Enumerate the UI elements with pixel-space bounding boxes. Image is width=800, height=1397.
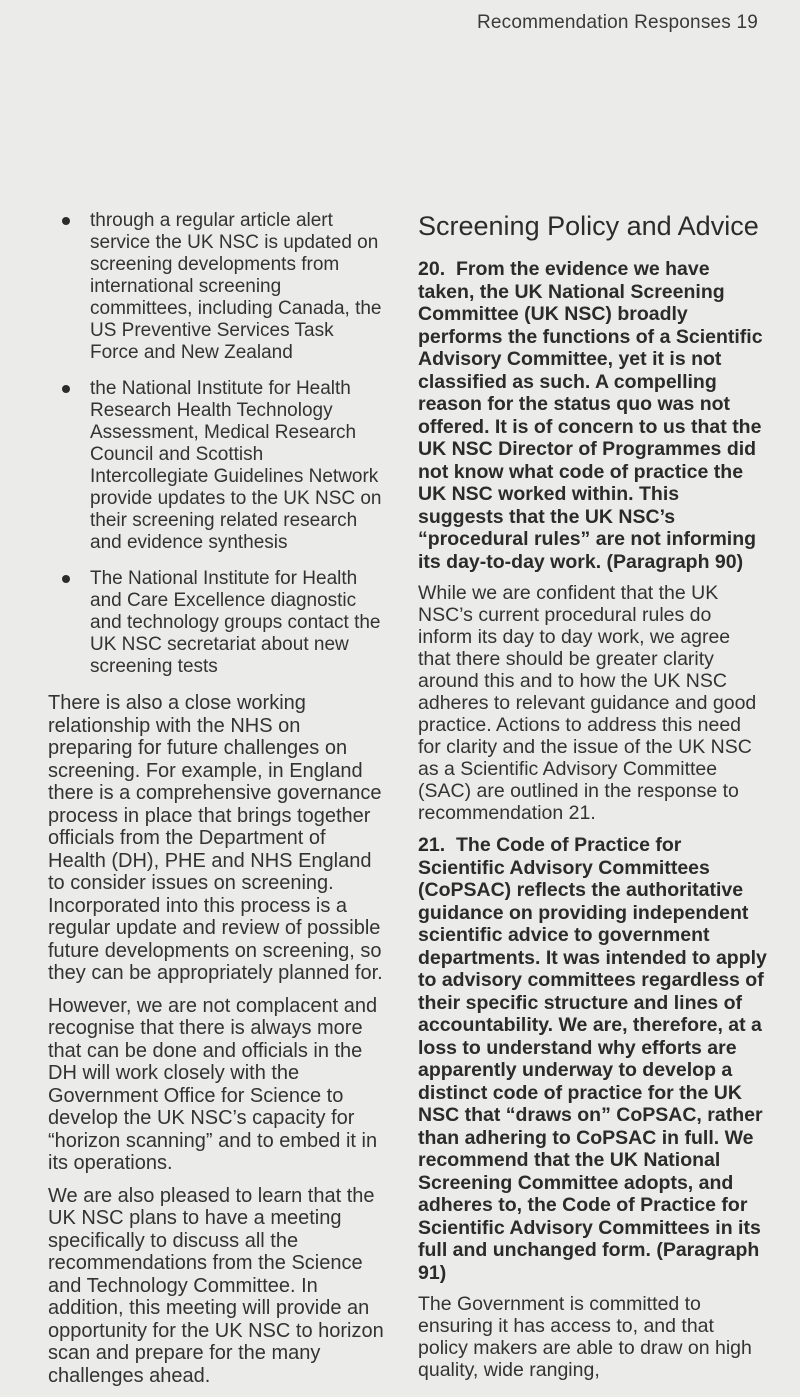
bullet-icon [62,575,70,583]
bullet-item [48,568,384,678]
bullet-icon [62,217,70,225]
bullet-item [48,378,384,554]
recommendation-number: 21. [418,834,446,856]
bullet-item [48,210,384,364]
bullet-text: The National Institute for Health and Care Excellence diagnostic and technology groups contact the UK NSC secretariat about new screening tests [90,568,381,677]
bullet-text: through a regular article alert service the UK NSC is updated on screening developments from international screening committees, including Canada, the US Preventive Services Task Force and New Zealand [90,210,382,363]
bullet-icon [62,385,70,393]
recommendation-text: The Code of Practice for Scientific Advisory Committees (CoPSAC) reflects the authoritative guidance on providing independent scientific advice to government departments. It was intended to apply to advisory committees regardless of their specific structure and lines of accountability. We are, therefore, at a loss to understand why efforts are apparently underway to develop a distinct code of practice for the UK NSC that “draws on” CoPSAC, rather than adhering to CoPSAC in full. We recommend that the UK National Screening Committee adopts, and adheres to, the Code of Practice for Scientific Advisory Committees in its full and unchanged form. (Paragraph 91) [418,834,767,1284]
running-header: Recommendation Responses 19 [476,12,758,33]
paragraph-horizon-scanning: However, we are not complacent and recognise that there is always more that can be done and officials in the DH will work closely with the Government Office for Science to develop the UK NSC’s capacity for “horizon scanning” and to embed it in its operations. [48,994,378,1174]
paragraph-nhs-relationship: There is also a close working relationship with the NHS on preparing for future challenges on screening. For example, in England there is a comprehensive governance process in place that brings together officials from the Department of Health (DH), PHE and NHS England to consider issues on screening. Incorporated into this process is a regular update and review of possible future developments on screening, so they can be appropriately planned for. [48,692,383,984]
recommendation-21 [418,834,768,1284]
recommendation-20 [418,258,768,573]
section-title: Screening Policy and Advice [418,211,759,241]
paragraph-uk-nsc-meeting: We are also pleased to learn that the UK NSC plans to have a meeting specifically to discuss all the recommendations from the Science and Technology Committee. In addition, this meeting will provide an opportunity for the UK NSC to horizon scan and prepare for the many challenges ahead. [48,1184,384,1387]
bullet-text: the National Institute for Health Research Health Technology Assessment, Medical Research Council and Scottish Intercollegiate Guidelines Network provide updates to the UK NSC on their screening related research and evidence synthesis [90,378,382,553]
response-21: The Government is committed to ensuring it has access to, and that policy makers are able to draw on high quality, wide ranging, [418,1293,752,1381]
left-column [48,210,384,1397]
recommendation-number: 20. [418,258,446,280]
response-20: While we are confident that the UK NSC’s current procedural rules do inform its day to day work, we agree that there should be greater clarity around this and to how the UK NSC adheres to relevant guidance and good practice. Actions to address this need for clarity and the issue of the UK NSC as a Scientific Advisory Committee (SAC) are outlined in the response to recommendation 21. [418,582,757,824]
bullet-list [48,210,384,678]
right-column [418,210,768,1391]
recommendation-text: From the evidence we have taken, the UK National Screening Committee (UK NSC) broadly performs the functions of a Scientific Advisory Committee, yet it is not classified as such. A compelling reason for the status quo was not offered. It is of concern to us that the UK NSC Director of Programmes did not know what code of practice the UK NSC worked within. This suggests that the UK NSC’s “procedural rules” are not informing its day-to-day work. (Paragraph 90) [418,258,763,573]
